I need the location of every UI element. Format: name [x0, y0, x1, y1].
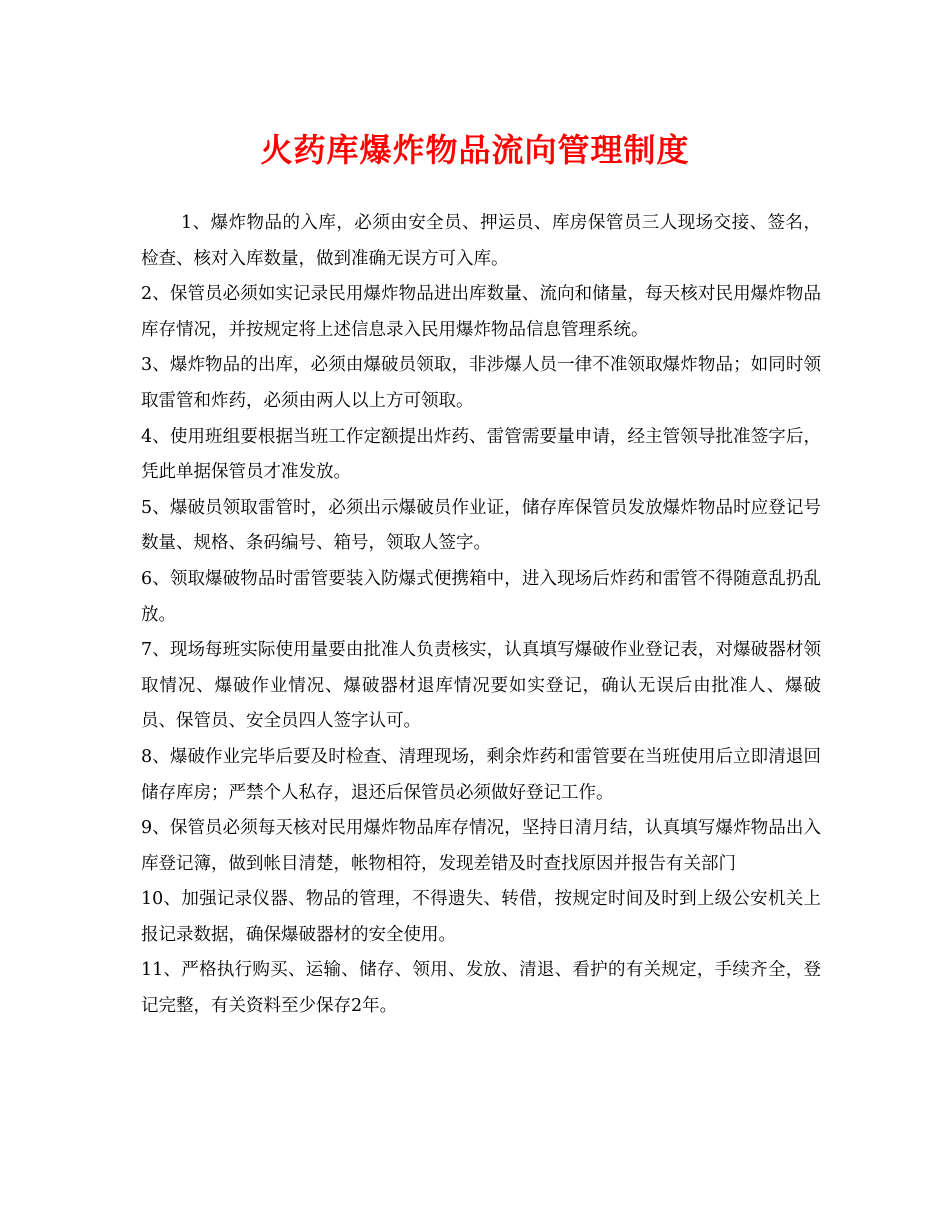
rule-paragraph-6: 6、领取爆破物品时雷管要装入防爆式便携箱中，进入现场后炸药和雷管不得随意乱扔乱放。 [141, 568, 821, 625]
rule-paragraph-9: 9、保管员必须每天核对民用爆炸物品库存情况，坚持日清月结，认真填写爆炸物品出入库登记簿，做到帐目清楚，帐物相符，发现差错及时查找原因并报告有关部门 [141, 818, 821, 874]
rule-paragraph-8: 8、爆破作业完毕后要及时检查、清理现场，剩余炸药和雷管要在当班使用后立即清退回储存库房；严禁个人私存，退还后保管员必须做好登记工作。 [141, 746, 821, 803]
document-body [141, 206, 821, 1025]
rule-paragraph-1: 1、爆炸物品的入库，必须由安全员、押运员、库房保管员三人现场交接、签名，检查、核对入库数量，做到准确无误方可入库。 [141, 213, 821, 269]
rule-paragraph-7: 7、现场每班实际使用量要由批准人负责核实，认真填写爆破作业登记表，对爆破器材领取情况、爆破作业情况、爆破器材退库情况要如实登记，确认无误后由批准人、爆破员、保管员、安全员四人签字认可。 [141, 640, 821, 732]
document-title: 火药库爆炸物品流向管理制度 [260, 131, 690, 169]
rule-paragraph-10: 10、加强记录仪器、物品的管理，不得遗失、转借，按规定时间及时到上级公安机关上报记录数据，确保爆破器材的安全使用。 [141, 889, 821, 945]
rule-paragraph-4: 4、使用班组要根据当班工作定额提出炸药、雷管需要量申请，经主管领导批准签字后，凭此单据保管员才准发放。 [141, 426, 821, 483]
rule-paragraph-2: 2、保管员必须如实记录民用爆炸物品进出库数量、流向和储量，每天核对民用爆炸物品库存情况，并按规定将上述信息录入民用爆炸物品信息管理系统。 [141, 284, 821, 340]
rule-paragraph-3: 3、爆炸物品的出库，必须由爆破员领取，非涉爆人员一律不准领取爆炸物品；如同时领取雷管和炸药，必须由两人以上方可领取。 [141, 355, 821, 411]
rule-paragraph-11: 11、严格执行购买、运输、储存、领用、发放、清退、看护的有关规定，手续齐全，登记完整，有关资料至少保存2年。 [141, 960, 821, 1017]
rule-paragraph-5: 5、爆破员领取雷管时，必须出示爆破员作业证，储存库保管员发放爆炸物品时应登记号数量、规格、条码编号、箱号，领取人签字。 [141, 497, 821, 554]
